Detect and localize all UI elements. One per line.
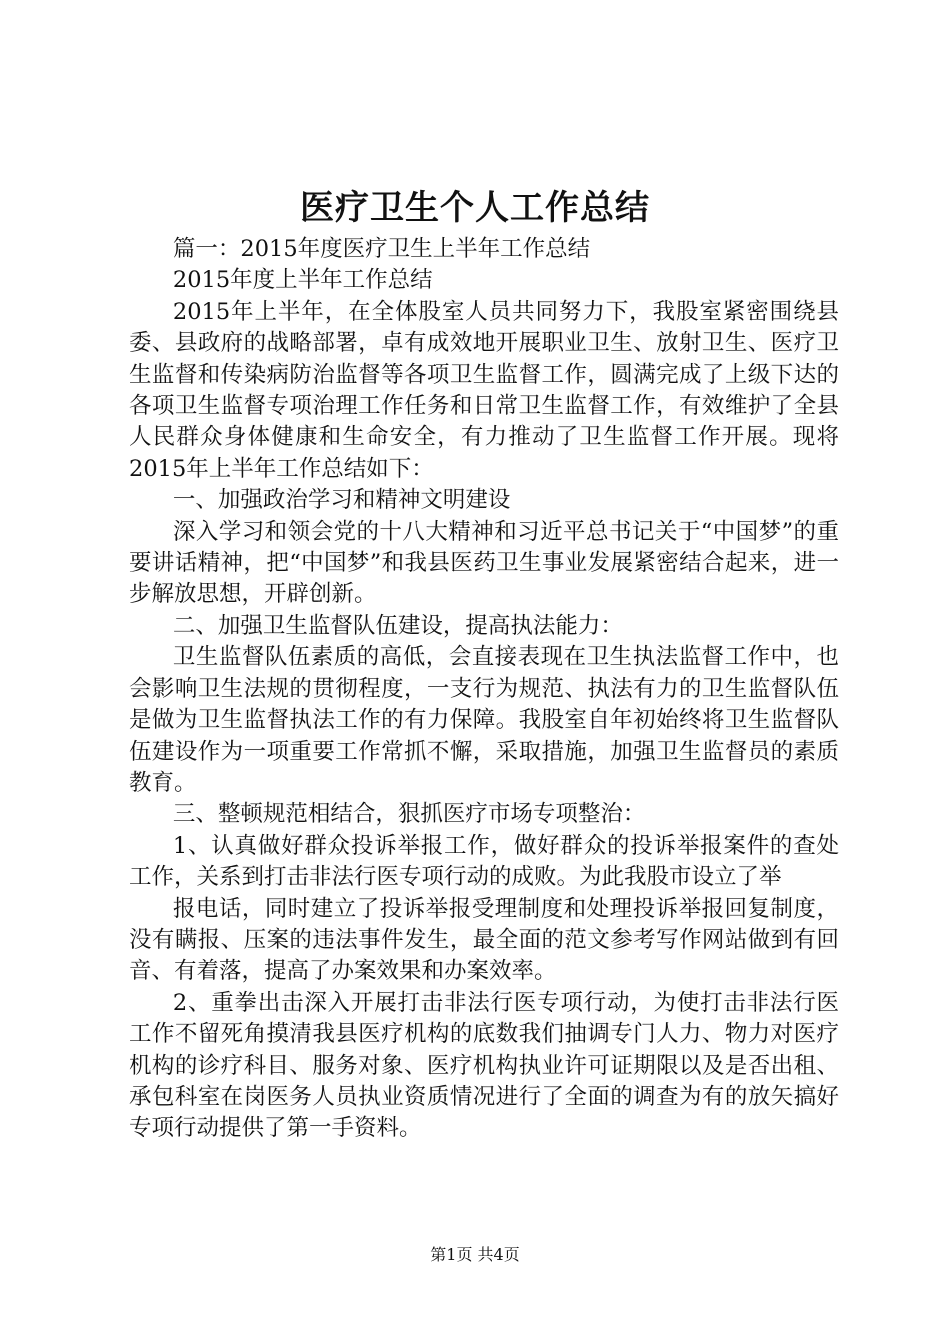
paragraph: 深入学习和领会党的十八大精神和习近平总书记关于“中国梦”的重要讲话精神，把“中国梦”和我县医药卫生事业发展紧密结合起来，进一步解放思想，开辟创新。 — [129, 518, 839, 608]
section-heading: 二、加强卫生监督队伍建设，提高执法能力： — [172, 612, 623, 639]
section-heading: 三、整顿规范相结合，狠抓医疗市场专项整治： — [172, 801, 646, 828]
paragraph: 卫生监督队伍素质的高低，会直接表现在卫生执法监督工作中，也会影响卫生法规的贯彻程度，一支行为规范、执法有力的卫生监督队伍是做为卫生监督执法工作的有力保障。我股室自年初始终将卫生监督队伍建设作为一项重要工作常抓不懈，采取措施，加强卫生监督员的素质教育。 — [129, 644, 839, 796]
section-heading: 篇一：2015年度医疗卫生上半年工作总结 — [172, 236, 591, 262]
document-title: 医疗卫生个人工作总结 — [300, 188, 650, 228]
paragraph: 1、认真做好群众投诉举报工作，做好群众的投诉举报案件的查处工作，关系到打击非法行医专项行动的成败。为此我股市设立了举 — [129, 832, 839, 891]
paragraph: 2、重拳出击深入开展打击非法行医专项行动，为使打击非法行医工作不留死角摸清我县医疗机构的底数我们抽调专门人力、物力对医疗机构的诊疗科目、服务对象、医疗机构执业许可证期限以及是否出租、承包科室在岗医务人员执业资质情况进行了全面的调查为有的放矢搞好专项行动提供了第一手资料。 — [129, 989, 839, 1142]
section-heading: 一、加强政治学习和精神文明建设 — [172, 487, 511, 514]
sub-heading: 2015年度上半年工作总结 — [172, 267, 433, 294]
document-body — [129, 234, 839, 1145]
page-footer: 第1页 共4页 — [430, 1245, 520, 1264]
paragraph: 2015年上半年，在全体股室人员共同努力下，我股室紧密围绕县委、县政府的战略部署，卓有成效地开展职业卫生、放射卫生、医疗卫生监督和传染病防治监督等各项卫生监督工作，圆满完成了上级下达的各项卫生监督专项治理工作任务和日常卫生监督工作，有效维护了全县人民群众身体健康和生命安全，有力推动了卫生监督工作开展。现将2015年上半年工作总结如下： — [129, 298, 839, 482]
paragraph: 报电话，同时建立了投诉举报受理制度和处理投诉举报回复制度，没有瞒报、压案的违法事件发生，最全面的范文参考写作网站做到有回音、有着落，提高了办案效果和办案效率。 — [129, 895, 839, 985]
